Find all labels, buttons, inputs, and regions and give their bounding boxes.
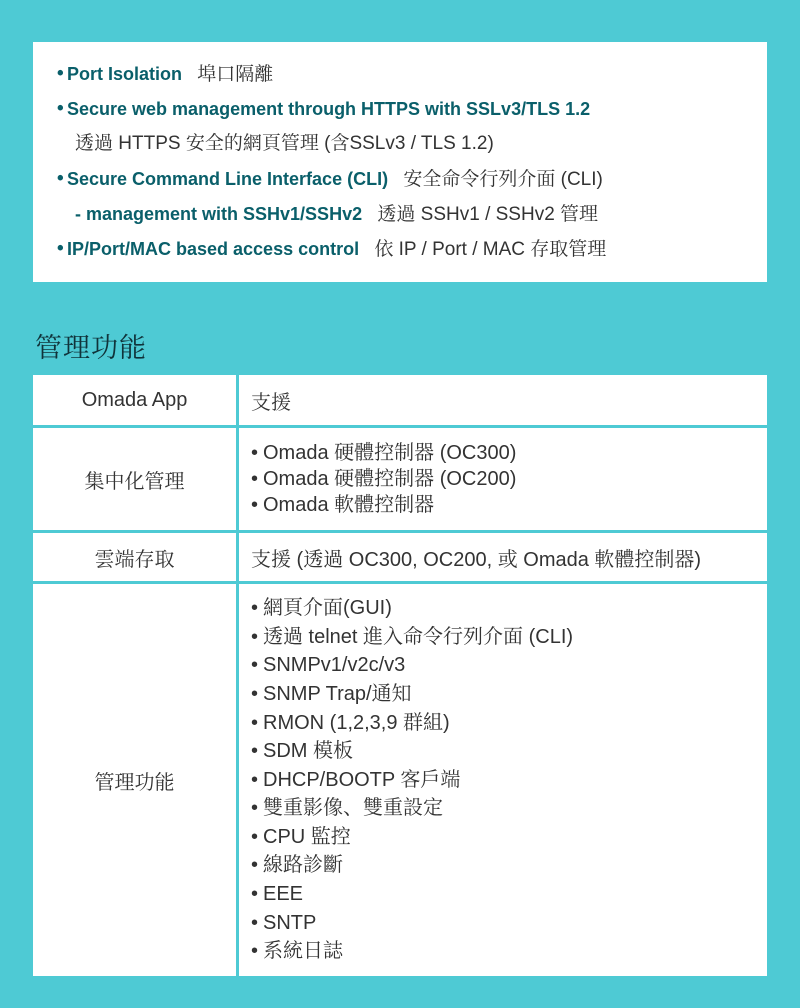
feature-name-en: Secure web management through HTTPS with SSLv3/TLS 1.2 — [67, 99, 591, 119]
security-item-access-control — [57, 234, 767, 269]
list-item: • DHCP/BOOTP 客戶端 — [251, 766, 766, 795]
list-item: • 雙重影像、雙重設定 — [251, 794, 766, 823]
list-item: • Omada 硬體控制器 (OC200) — [251, 466, 766, 492]
security-item-https-zh — [67, 129, 767, 164]
row-value — [238, 427, 768, 532]
list-item: • SNMP Trap/通知 — [251, 680, 766, 709]
security-item-https — [57, 94, 767, 129]
list-item: • SNMPv1/v2c/v3 — [251, 651, 766, 680]
management-feature-list — [251, 594, 766, 966]
management-section-title: 管理功能 — [35, 333, 147, 363]
list-item: • EEE — [251, 880, 766, 909]
list-item: • SNTP — [251, 909, 766, 938]
feature-name-en: Secure Command Line Interface (CLI) — [67, 169, 389, 189]
feature-name-en: IP/Port/MAC based access control — [67, 239, 360, 259]
feature-name-zh: 依 IP / Port / MAC 存取管理 — [374, 239, 607, 260]
security-item-cli — [57, 164, 767, 199]
list-item: • Omada 硬體控制器 (OC300) — [251, 440, 766, 466]
bullet-icon: • — [57, 238, 64, 259]
feature-name-en: - management with SSHv1/SSHv2 — [75, 204, 363, 224]
table-row — [33, 583, 767, 977]
bullet-icon: • — [57, 168, 64, 189]
row-value: 支援 (透過 OC300, OC200, 或 Omada 軟體控制器) — [238, 532, 768, 583]
controller-list — [251, 440, 766, 518]
feature-name-zh: 安全命令行列介面 (CLI) — [403, 169, 603, 190]
list-item: • 網頁介面(GUI) — [251, 594, 766, 623]
row-label: 管理功能 — [33, 583, 238, 977]
table-row — [33, 375, 767, 427]
list-item: • 透過 telnet 進入命令行列介面 (CLI) — [251, 623, 766, 652]
bullet-icon: • — [57, 63, 64, 84]
bullet-icon: • — [57, 98, 64, 119]
feature-name-zh: 透過 SSHv1 / SSHv2 管理 — [377, 204, 599, 225]
security-features-card — [33, 42, 767, 282]
management-table — [33, 375, 767, 976]
feature-name-zh: 埠口隔離 — [197, 64, 274, 85]
row-value — [238, 583, 768, 977]
row-value: 支援 — [238, 375, 768, 427]
list-item: • CPU 監控 — [251, 823, 766, 852]
table-row — [33, 427, 767, 532]
security-item-port-isolation — [57, 59, 767, 94]
row-label: 集中化管理 — [33, 427, 238, 532]
list-item: • SDM 模板 — [251, 737, 766, 766]
list-item: • 系統日誌 — [251, 937, 766, 966]
list-item: • 線路診斷 — [251, 851, 766, 880]
row-label: 雲端存取 — [33, 532, 238, 583]
security-item-ssh — [67, 199, 767, 234]
row-label: Omada App — [33, 375, 238, 427]
list-item: • Omada 軟體控制器 — [251, 492, 766, 518]
table-row — [33, 532, 767, 583]
feature-name-en: Port Isolation — [67, 64, 183, 84]
feature-name-zh: 透過 HTTPS 安全的網頁管理 (含SSLv3 / TLS 1.2) — [75, 133, 494, 154]
list-item: • RMON (1,2,3,9 群組) — [251, 709, 766, 738]
